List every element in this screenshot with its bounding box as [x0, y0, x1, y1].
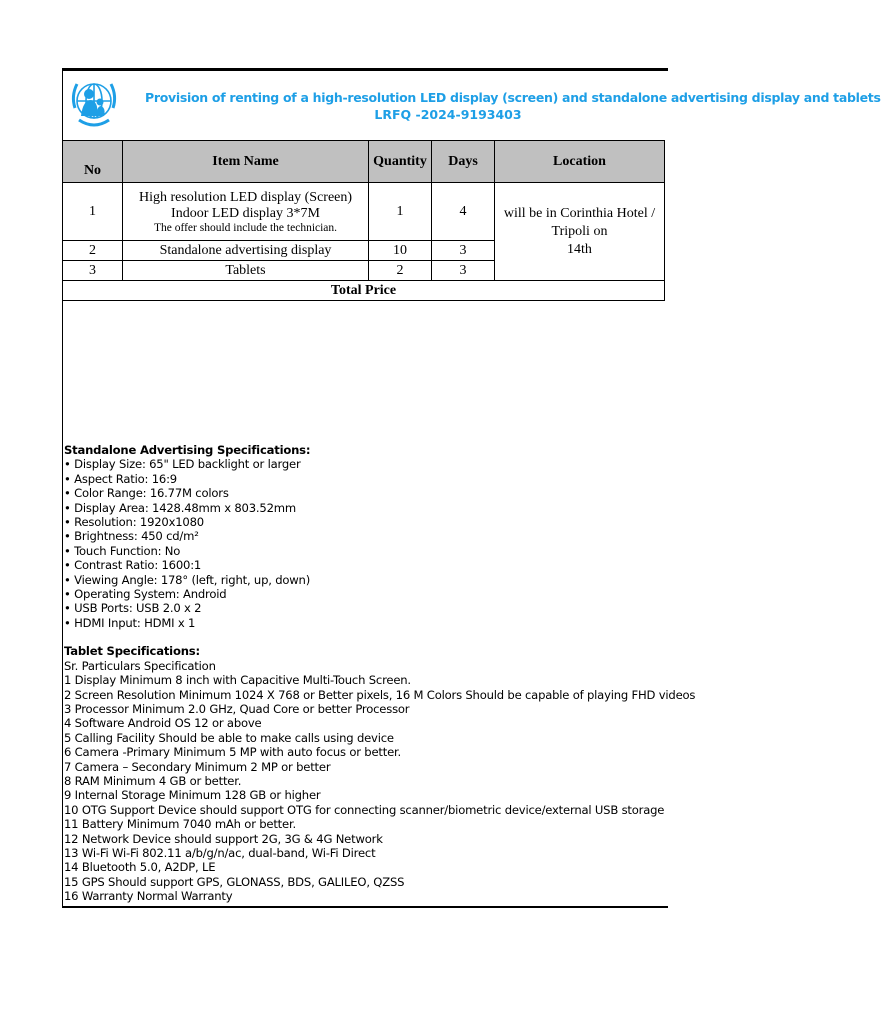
rfq-number: LRFQ -2024-9193403: [374, 107, 522, 122]
spec-item: 10 OTG Support Device should support OTG for connecting scanner/biometric device/external USB storage: [64, 802, 665, 817]
spec-item: 6 Camera -Primary Minimum 5 MP with auto focus or better.: [64, 745, 402, 760]
spec-item: • USB Ports: USB 2.0 x 2: [64, 601, 202, 616]
header-quantity: Quantity: [369, 141, 432, 183]
header-item-name: Item Name: [123, 141, 369, 183]
standalone-specs-heading: Standalone Advertising Specifications:: [64, 443, 311, 457]
spec-item: • Brightness: 450 cd/m²: [64, 529, 199, 544]
spec-item: • Display Area: 1428.48mm x 803.52mm: [64, 500, 296, 515]
header-days: Days: [432, 141, 495, 183]
total-price-label: Total Price: [63, 281, 665, 301]
document-title: Provision of renting of a high-resolution LED display (screen) and standalone advertising display and tablets: [145, 90, 881, 105]
row-no: 2: [63, 241, 123, 261]
spec-item: • Display Size: 65" LED backlight or larger: [64, 457, 301, 472]
spec-item: 7 Camera – Secondary Minimum 2 MP or better: [64, 759, 331, 774]
unicef-emblem-icon: [67, 76, 121, 134]
table-row: [63, 183, 665, 241]
specifications-block: [64, 443, 695, 904]
spec-item: 11 Battery Minimum 7040 mAh or better.: [64, 817, 296, 832]
spec-item: 15 GPS Should support GPS, GLONASS, BDS, GALILEO, QZSS: [64, 874, 405, 889]
spec-item: • Contrast Ratio: 1600:1: [64, 558, 202, 573]
row-days: 3: [432, 241, 495, 261]
spec-item: • Resolution: 1920x1080: [64, 515, 204, 530]
spec-item: • Aspect Ratio: 16:9: [64, 471, 177, 486]
header-location: Location: [495, 141, 665, 183]
spec-item: 4 Software Android OS 12 or above: [64, 716, 262, 731]
spec-item: 2 Screen Resolution Minimum 1024 X 768 or Better pixels, 16 M Colors Should be capable of playing FHD videos: [64, 687, 696, 702]
row-days: 3: [432, 261, 495, 281]
spec-item: 1 Display Minimum 8 inch with Capacitive Multi-Touch Screen.: [64, 673, 411, 688]
spec-item: 12 Network Device should support 2G, 3G & 4G Network: [64, 831, 383, 846]
row-item-name: Tablets: [123, 261, 369, 281]
spec-item: • Viewing Angle: 178° (left, right, up, down): [64, 572, 311, 587]
total-row: [63, 281, 665, 301]
location-line: Tripoli on: [551, 223, 608, 239]
row-item-name: Standalone advertising display: [123, 241, 369, 261]
tablet-specs-columns: Sr. Particulars Specification: [64, 658, 216, 673]
row-days: 4: [432, 183, 495, 241]
items-table: [62, 140, 665, 301]
spec-item: 9 Internal Storage Minimum 128 GB or higher: [64, 788, 321, 803]
header-no: No: [63, 141, 123, 183]
item-note: The offer should include the technician.: [153, 221, 338, 234]
row-quantity: 1: [369, 183, 432, 241]
spec-item: • Operating System: Android: [64, 587, 227, 602]
row-no: 3: [63, 261, 123, 281]
standalone-specs-list: [64, 457, 695, 630]
spec-item: 3 Processor Minimum 2.0 GHz, Quad Core or better Processor: [64, 701, 410, 716]
tablet-specs-heading: Tablet Specifications:: [64, 644, 200, 659]
spec-item: 14 Bluetooth 5.0, A2DP, LE: [64, 860, 216, 875]
spec-item: 8 RAM Minimum 4 GB or better.: [64, 773, 242, 788]
spec-item: • Touch Function: No: [64, 543, 181, 558]
location-line: 14th: [567, 241, 592, 257]
spec-item: • HDMI Input: HDMI x 1: [64, 615, 196, 630]
location-line: will be in Corinthia Hotel /: [503, 205, 656, 221]
spec-item: 16 Warranty Normal Warranty: [64, 889, 233, 904]
spreadsheet-page: [62, 68, 881, 908]
table-header-row: [63, 141, 665, 183]
row-no: 1: [63, 183, 123, 241]
item-name-line: Indoor LED display 3*7M: [171, 205, 320, 221]
tablet-specs-list: [64, 673, 695, 904]
spec-item: 13 Wi-Fi Wi-Fi 802.11 a/b/g/n/ac, dual-band, Wi-Fi Direct: [64, 845, 376, 860]
spec-item: 5 Calling Facility Should be able to make calls using device: [64, 730, 394, 745]
row-item-name: [123, 183, 369, 241]
row-quantity: 2: [369, 261, 432, 281]
row-quantity: 10: [369, 241, 432, 261]
item-name-line: High resolution LED display (Screen): [138, 189, 353, 205]
location-cell: [495, 183, 665, 281]
spec-item: • Color Range: 16.77M colors: [64, 486, 229, 501]
document-header: [63, 71, 881, 141]
